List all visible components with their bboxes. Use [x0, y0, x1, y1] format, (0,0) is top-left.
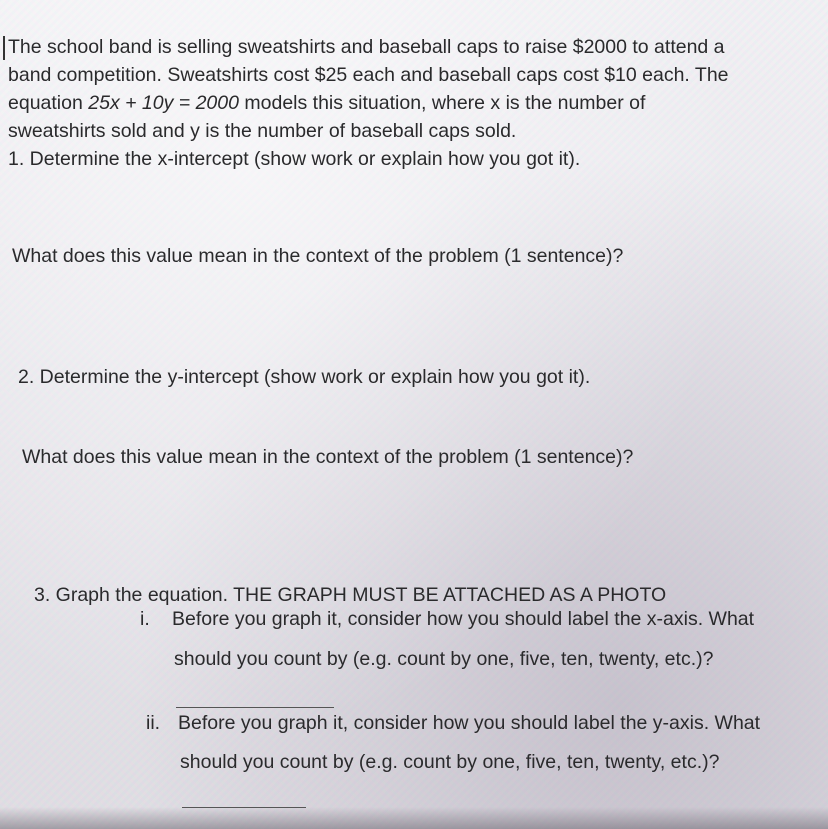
intro-line-4: sweatshirts sold and y is the number of baseball caps sold.: [8, 120, 517, 142]
intro-line-3: [8, 91, 645, 115]
sub-question-i-line-1: Before you graph it, consider how you should label the x-axis. What: [172, 608, 755, 630]
equation: 25x + 10y = 2000: [88, 92, 239, 114]
question-2-meaning: What does this value mean in the context of the problem (1 sentence)?: [22, 446, 634, 468]
sub-question-ii-line-1: Before you graph it, consider how you should label the y-axis. What: [178, 712, 761, 734]
question-1-prompt: 1. Determine the x-intercept (show work or explain how you got it).: [8, 148, 581, 170]
sub-question-i-line-2: should you count by (e.g. count by one, five, ten, twenty, etc.)?: [174, 648, 714, 670]
intro-line-3-prefix: equation: [8, 92, 89, 114]
photo-shadow: [0, 807, 828, 829]
answer-blank-x-axis[interactable]: [176, 707, 334, 708]
paper-edge-mark: [3, 36, 5, 60]
sub-question-i-marker: i.: [140, 608, 150, 630]
question-3-prompt: 3. Graph the equation. THE GRAPH MUST BE ATTACHED AS A PHOTO: [34, 584, 667, 606]
sub-question-ii-marker: ii.: [146, 712, 161, 734]
intro-line-1: The school band is selling sweatshirts and baseball caps to raise $2000 to attend a: [8, 36, 725, 58]
question-1-meaning: What does this value mean in the context of the problem (1 sentence)?: [12, 245, 624, 267]
intro-line-2: band competition. Sweatshirts cost $25 each and baseball caps cost $10 each. The: [8, 64, 729, 86]
sub-question-ii-line-2: should you count by (e.g. count by one, five, ten, twenty, etc.)?: [180, 751, 720, 773]
question-2-prompt: 2. Determine the y-intercept (show work or explain how you got it).: [18, 366, 591, 388]
intro-line-3-suffix: models this situation, where x is the number of: [238, 92, 646, 114]
